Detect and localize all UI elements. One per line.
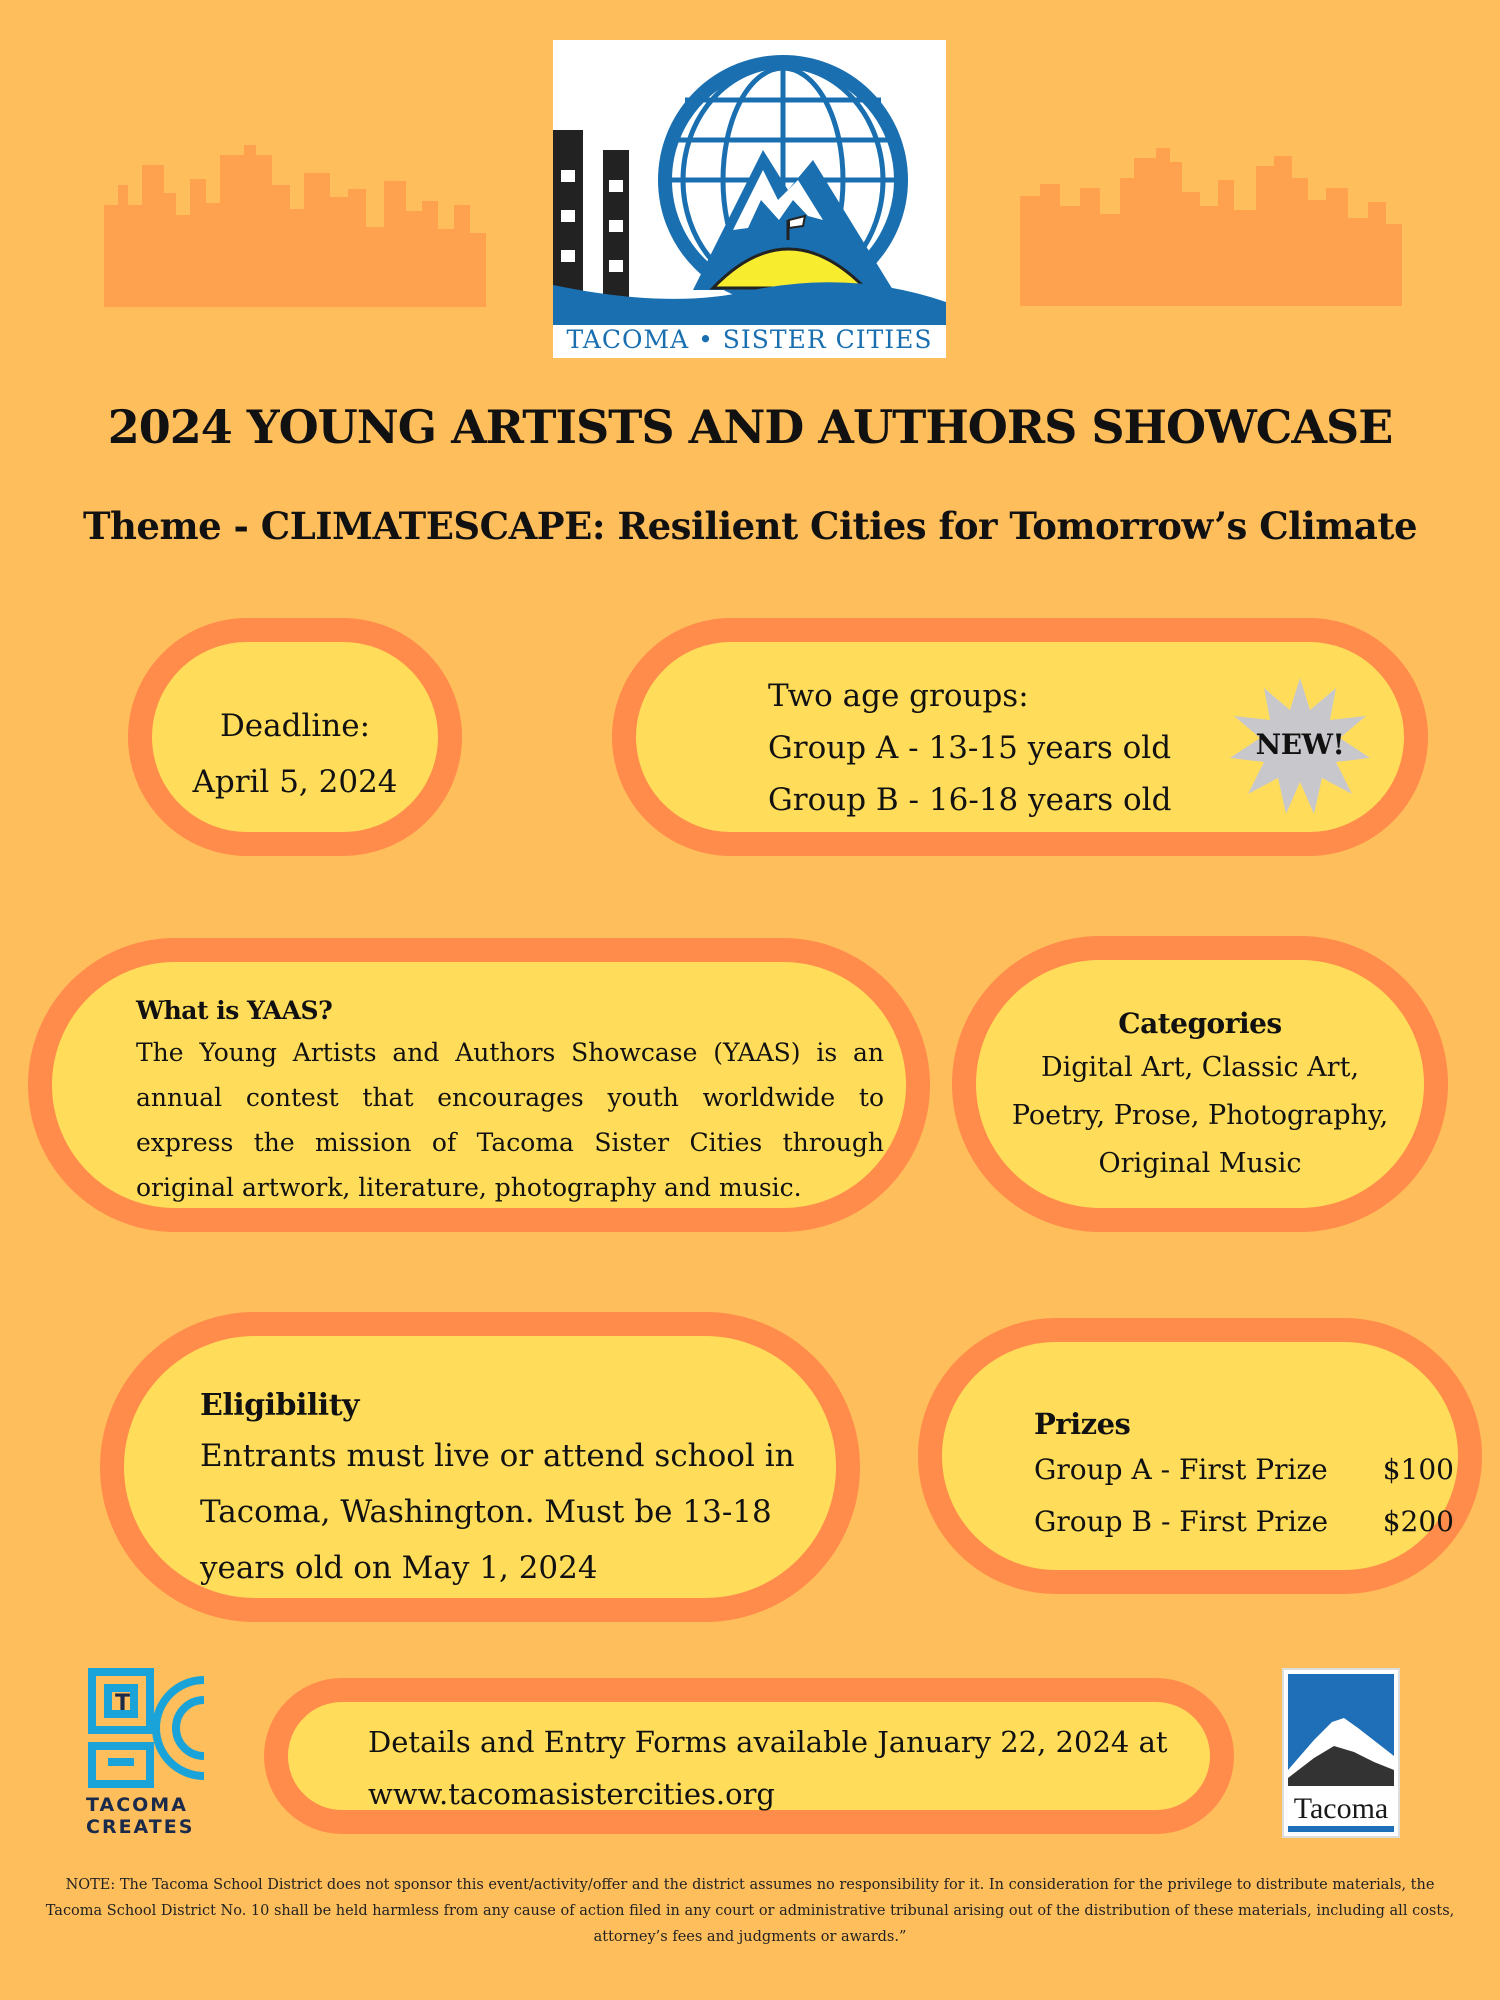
mountain-icon [1284,1670,1398,1790]
city-logo-underline [1288,1826,1394,1832]
categories-body: Digital Art, Classic Art, Poetry, Prose, Photography, Original Music [1011,1052,1389,1179]
legal-note: NOTE: The Tacoma School District does not sponsor this event/activity/offer and the district assumes no responsibility for it. In consideration for the privilege to distribute materials, the Tacoma School District No. 10 shall be held harmless from any cause of action filed in any court or administrative tribunal arising out of the distribution of these materials, including all costs, attorney’s fees and judgments or awards.” [45,1877,1455,1945]
prize-a-amount: $100 [1382,1453,1454,1486]
page-title: 2024 YOUNG ARTISTS AND AUTHORS SHOWCASE [107,400,1393,454]
logo-caption: TACOMA • SISTER CITIES [566,325,933,354]
age-group-a: Group A - 13-15 years old [768,730,1172,766]
new-badge: NEW! [1224,672,1376,824]
prize-b-label: Group B - First Prize [1034,1505,1329,1538]
prize-a-label: Group A - First Prize [1034,1453,1328,1486]
tacoma-creates-icon [86,1666,210,1790]
categories-heading: Categories [1118,1007,1282,1040]
prize-b-amount: $200 [1382,1505,1454,1538]
tacoma-creates-logo [86,1666,216,1836]
globe-mountain-icon [553,40,946,325]
what-is-yaas-pill [28,938,930,1232]
tacoma-sister-cities-logo [553,40,946,358]
deadline-pill [128,618,462,856]
city-of-tacoma-logo [1282,1668,1400,1838]
eligibility-heading: Eligibility [200,1388,359,1423]
age-groups-heading: Two age groups: [768,678,1029,714]
svg-text:T: T [115,1691,131,1716]
tacoma-creates-line2: CREATES [86,1816,195,1838]
details-pill [264,1678,1234,1834]
prizes-heading: Prizes [1034,1407,1131,1441]
tacoma-creates-line1: TACOMA [86,1794,188,1816]
skyline-right-decoration [1020,148,1402,306]
city-logo-text: Tacoma [1293,1792,1389,1825]
details-url[interactable]: www.tacomasistercities.org [368,1777,775,1811]
skyline-left-decoration [104,145,486,307]
what-is-yaas-heading: What is YAAS? [136,996,333,1025]
prizes-pill [918,1318,1482,1594]
deadline-date: April 5, 2024 [192,764,398,800]
details-text: Details and Entry Forms available January 22, 2024 at [368,1725,1168,1759]
age-groups-pill [612,618,1428,856]
page-subtitle: Theme - CLIMATESCAPE: Resilient Cities for Tomorrow’s Climate [82,504,1418,548]
what-is-yaas-body: The Young Artists and Authors Showcase (YAAS) is an annual contest that encourages youth worldwide to express the mission of Tacoma Sister Cities through original artwork, literature, photography and music. [136,1038,884,1202]
prize-row-a [1034,1444,1454,1496]
age-group-b: Group B - 16-18 years old [768,782,1172,818]
categories-pill [952,936,1448,1232]
deadline-label: Deadline: [219,708,371,744]
prize-row-b [1034,1496,1454,1548]
eligibility-pill [100,1312,860,1622]
eligibility-body: Entrants must live or attend school in Tacoma, Washington. Must be 13-18 years old on May 1, 2024 [200,1438,795,1586]
